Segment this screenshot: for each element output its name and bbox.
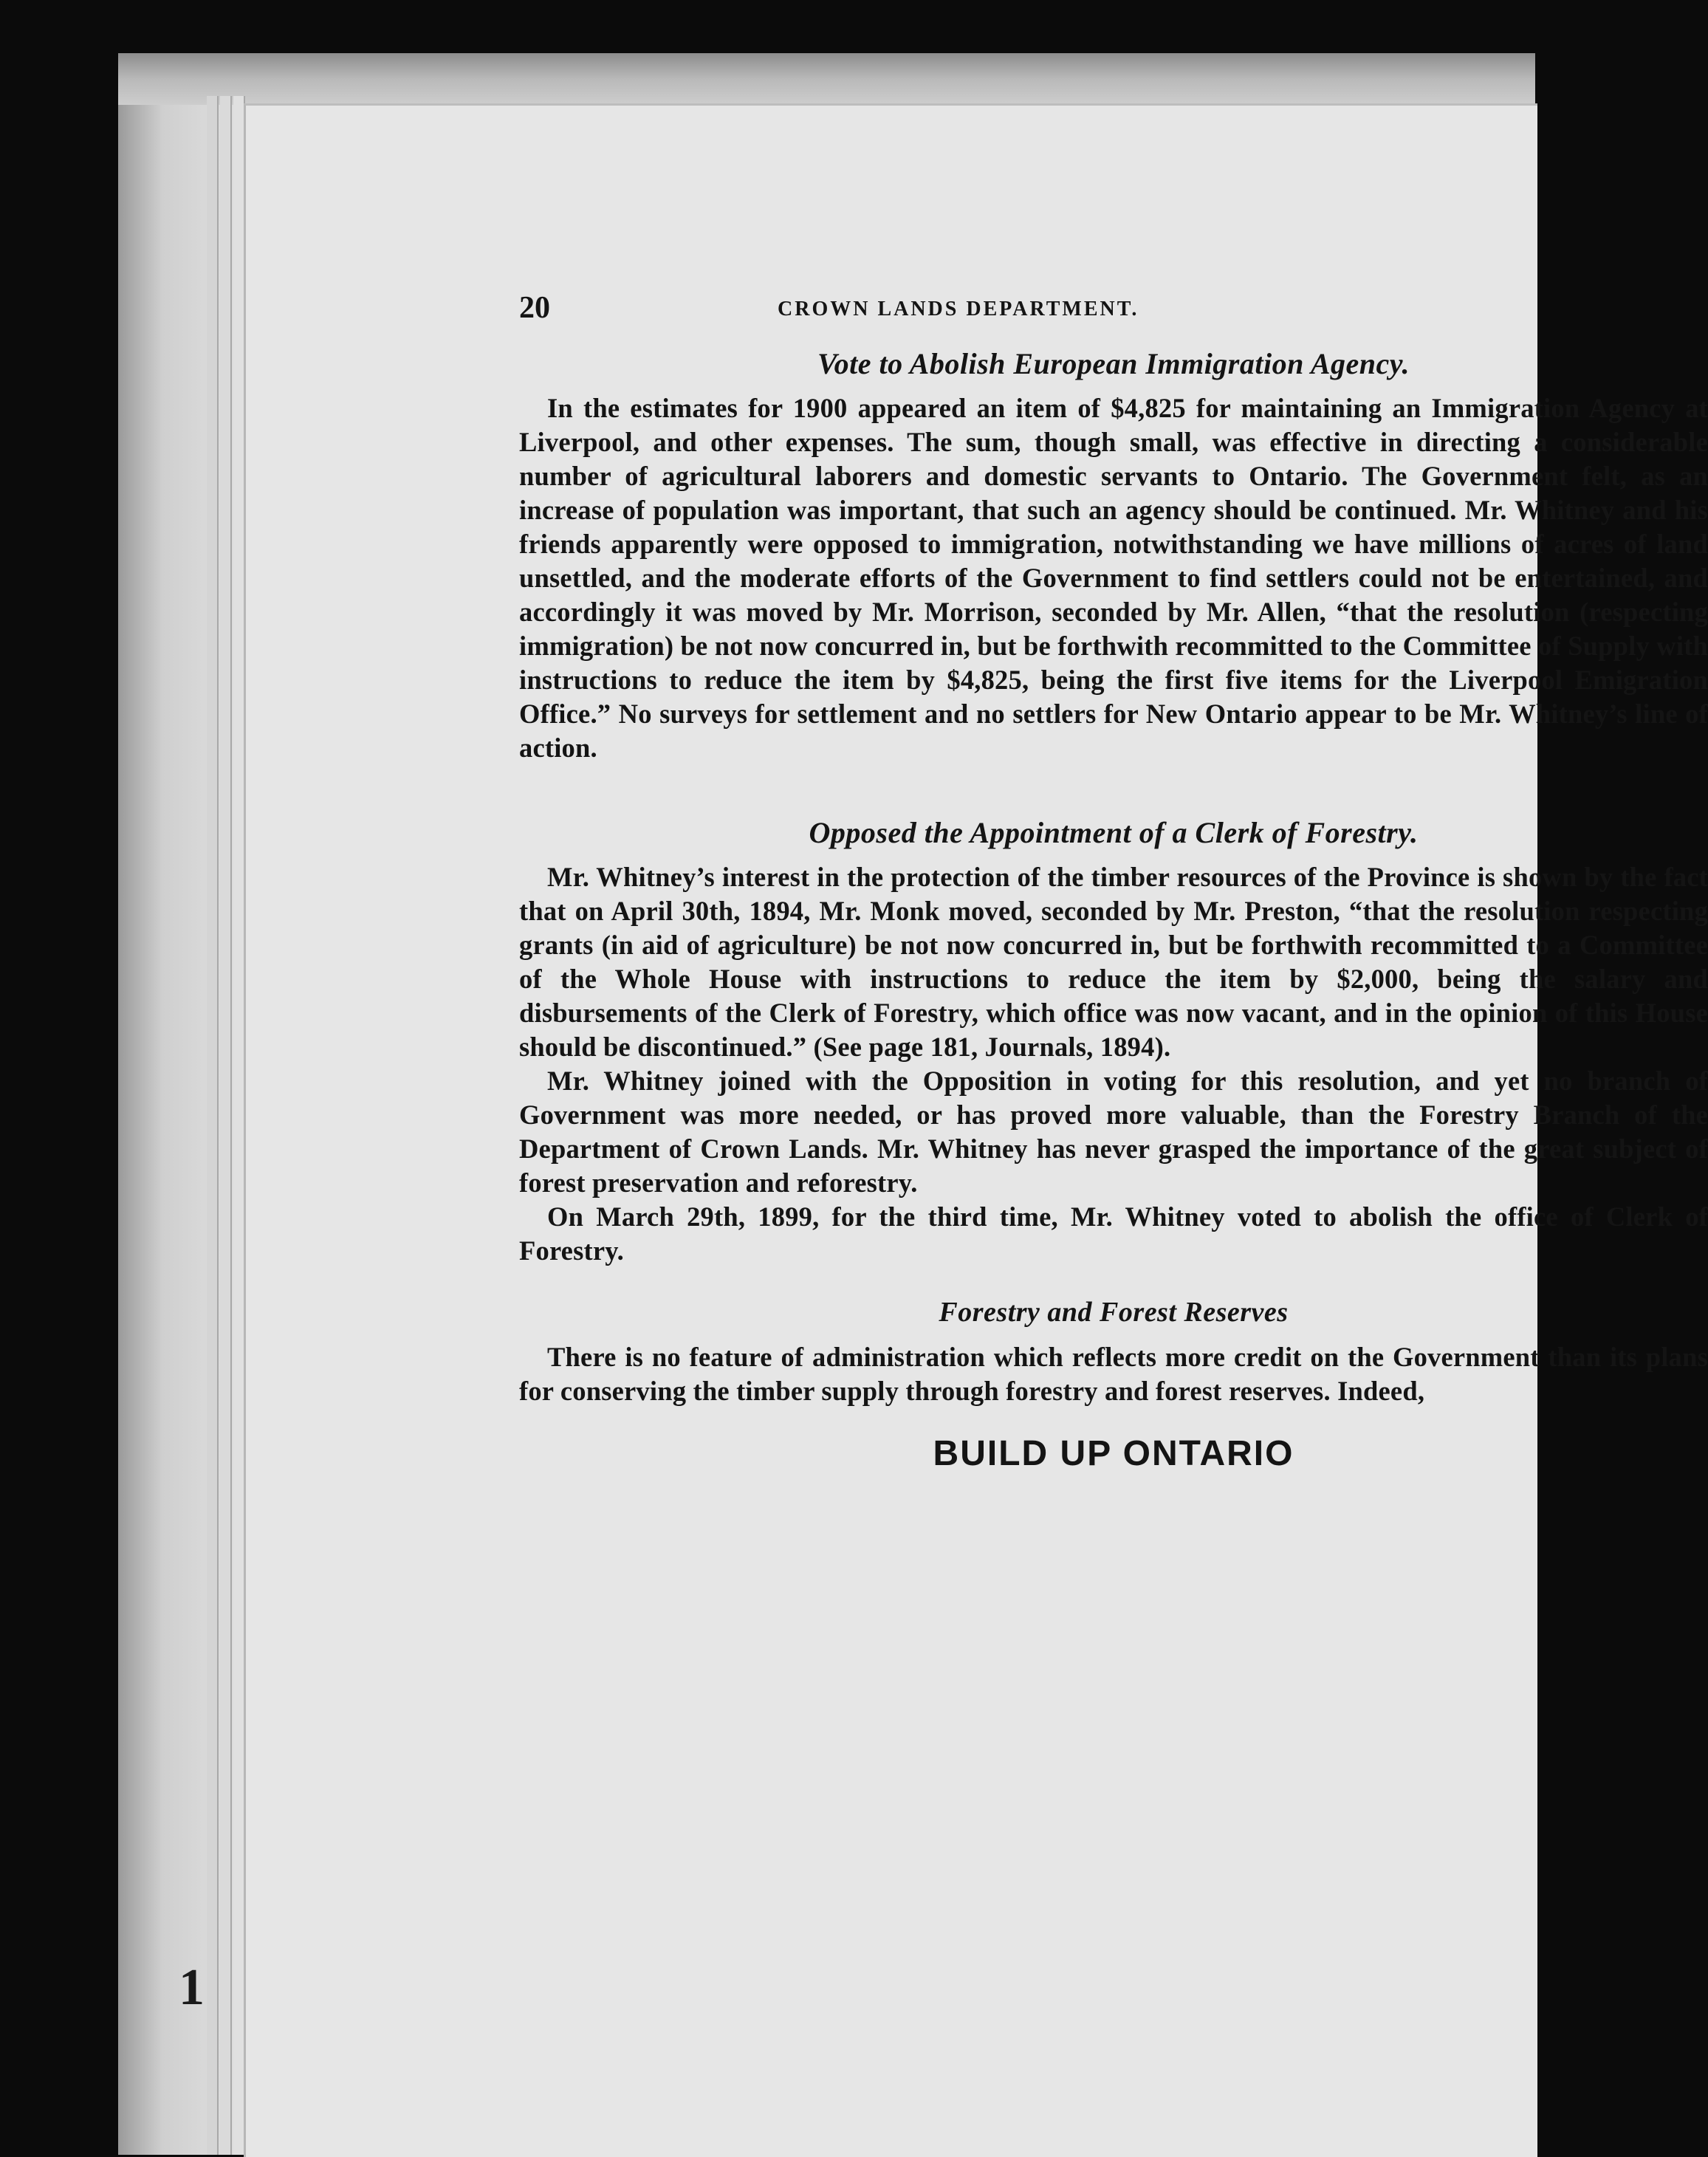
page-header (519, 290, 1708, 342)
paragraph: There is no feature of administration which reflects more credit on the Government than its plans for conserving the timber supply through forestry and forest reserves. Indeed, (519, 1342, 1708, 1406)
page-content (519, 290, 1708, 1474)
banner-slogan: BUILD UP ONTARIO (933, 1434, 1294, 1473)
running-head: CROWN LANDS DEPARTMENT. (778, 298, 1139, 320)
paragraph: Mr. Whitney joined with the Opposition in voting for this resolution, and yet no branch of Government was more needed, or has proved more valuable, than the Forestry Branch of the Department of Crown Lands. Mr. Whitney has never grasped the importance of the great subject of forest preservation and reforestry. (519, 1066, 1708, 1198)
section-heading-forest-reserves: Forestry and Forest Reserves (939, 1297, 1289, 1328)
paragraph: Mr. Whitney’s interest in the protection of the timber resources of the Province is shown by the fact that on April 30th, 1894, Mr. Monk moved, seconded by Mr. Preston, “that the resolution respecting grants (in aid of agriculture) be not now concurred in, but be forthwith recommitted to a Committee of the Whole House with instructions to reduce the item by $2,000, being the salary and disbursements of the Clerk of Forestry, which office was now vacant, and in the opinion of this House should be discontinued.” (See page 181, Journals, 1894). (519, 862, 1708, 1062)
document-page (244, 103, 1708, 2157)
paragraph: In the estimates for 1900 appeared an item of $4,825 for maintaining an Immigration Agency at Liverpool, and other expenses. The sum, though small, was effective in directing a considerable number of agricultural laborers and domestic servants to Ontario. The Government felt, as an increase of population was important, that such an agency should be continued. Mr. Whitney and his friends apparently were opposed to immigration, notwithstanding we have millions of acres of land unsettled, and the moderate efforts of the Government to find settlers could not be entertained, and accordingly it was moved by Mr. Morrison, seconded by Mr. Allen, “that the resolution (respecting immigration) be not now concurred in, but be forthwith recommitted to the Committee of Supply with instructions to reduce the item by $4,825, being the first five items for the Liverpool Emigration Office.” No surveys for settlement and no settlers for New Ontario appear to be Mr. Whitney’s line of action. (519, 393, 1708, 763)
section-heading-immigration: Vote to Abolish European Immigration Agency. (817, 347, 1410, 380)
paragraph: On March 29th, 1899, for the third time, Mr. Whitney voted to abolish the office of Clerk of Forestry. (519, 1201, 1708, 1266)
margin-mark: 1 (179, 1959, 205, 2016)
section-heading-clerk-forestry: Opposed the Appointment of a Clerk of Forestry. (809, 816, 1419, 849)
page-number: 20 (519, 291, 550, 325)
page-edge (207, 96, 219, 2155)
page-edge (220, 96, 232, 2155)
